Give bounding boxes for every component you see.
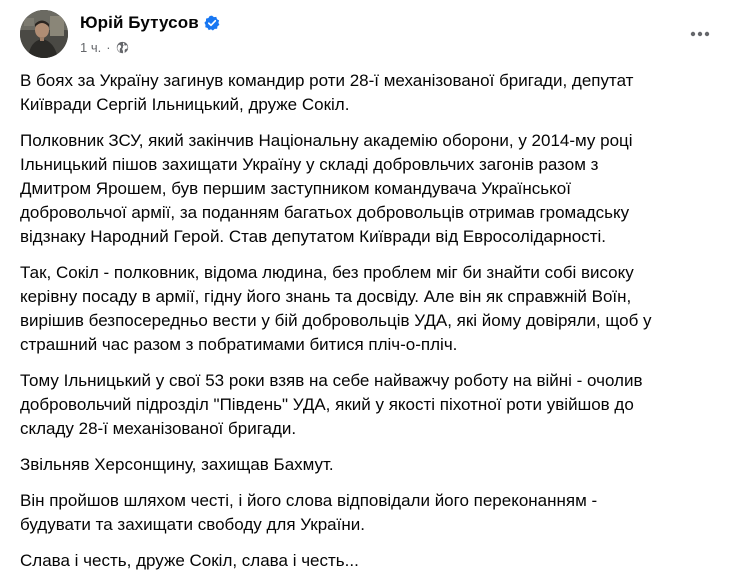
verified-badge-icon [204,15,220,31]
post-paragraph: Звільняв Херсонщину, захищав Бахмут. [20,455,334,474]
post-paragraph: Слава і честь, друже Сокіл, слава і честь... [20,551,359,570]
more-options-button[interactable] [684,18,716,50]
author-name[interactable]: Юрій Бутусов [80,13,199,32]
more-horizontal-icon [690,31,710,37]
post-header [20,10,220,58]
post-paragraph: Тому Ільницький у свої 53 роки взяв на себе найважчу роботу на війні - очолив добровольчий підрозділ "Південь" УДА, який у якості піхотної роти увійшов до складу 28-ї механізованої бригади. [20,371,643,438]
author-avatar[interactable] [20,10,68,58]
profile-photo-icon [20,10,68,58]
post-paragraph: Він пройшов шляхом честі, і його слова відповідали його переконанням - будувати та захищати свободу для України. [20,491,598,534]
globe-icon[interactable] [116,41,129,54]
post-text [20,69,720,585]
meta-separator: · [106,39,111,55]
post-timestamp[interactable]: 1 ч. [80,39,102,55]
post-meta [80,38,220,56]
post-paragraph: Так, Сокіл - полковник, відома людина, без проблем міг би знайти собі високу керівну посаду в армії, гідну його знань та досвіду. Але він як справжній Воїн, вирішив безпосередньо вести у бій добровольців УДА, які йому довіряли, щоб у страшний час разом з побратимами битися пліч-о-пліч. [20,263,652,354]
author-block [80,12,220,56]
post-paragraph: В боях за Україну загинув командир роти 28-ї механізованої бригади, депутат Київради Сергій Ільницький, друже Сокіл. [20,71,634,114]
post-paragraph: Полковник ЗСУ, який закінчив Національну академію оборони, у 2014-му році Ільницький пішов захищати Україну у складі добровльчих загонів разом з Дмитром Ярошем, був першим заступником командувача Української добровольчої армії, за поданням багатьох добровольців отримав громадську відзнаку Народний Герой. Став депутатом Київради від Евросолідарності. [20,131,633,246]
author-name-row [80,12,220,34]
